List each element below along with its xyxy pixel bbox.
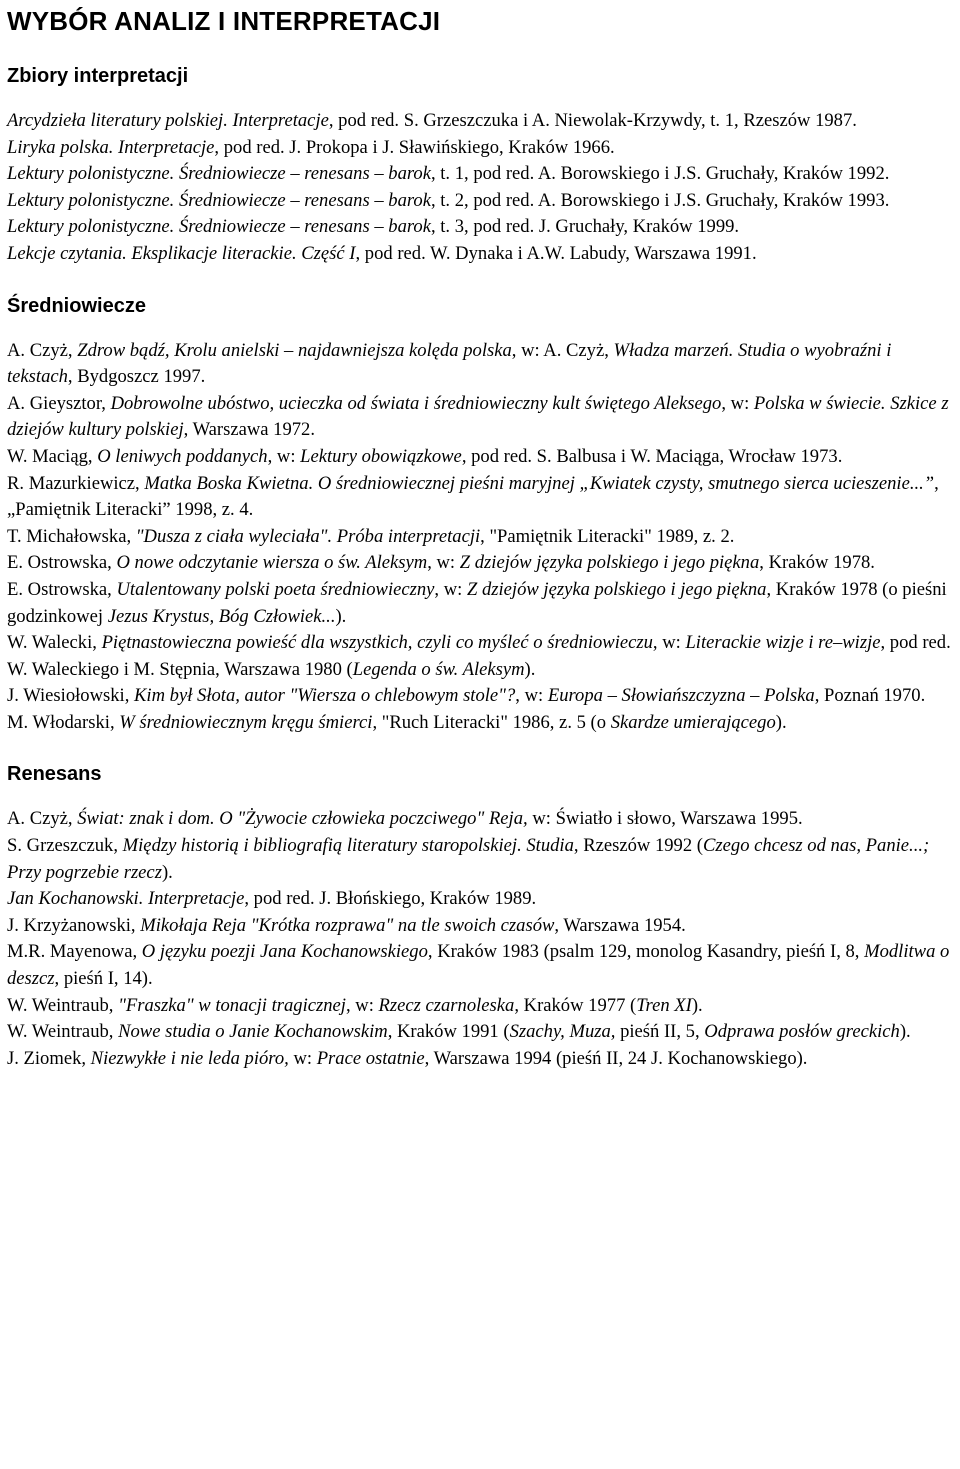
- entry-title-text: Lekcje czytania. Eksplikacje literackie. Część I: [7, 242, 356, 264]
- entry-text: , w:: [345, 994, 379, 1016]
- bibliography-entry: [7, 444, 952, 471]
- page-title: WYBÓR ANALIZ I INTERPRETACJI: [7, 6, 441, 36]
- entry-title-text: Utalentowany polski poeta średniowieczny: [116, 578, 435, 600]
- entry-title-text: Polska w świecie. Szkice z dziejów kultury polskiej: [7, 392, 949, 441]
- section-heading: Renesans: [7, 763, 102, 786]
- entry-title-text: W średniowiecznym kręgu śmierci: [119, 711, 373, 733]
- bibliography-entry: [7, 993, 952, 1020]
- entry-title-text: Niezwykłe i nie leda pióro,: [90, 1047, 289, 1069]
- sections-container: [7, 62, 952, 1072]
- entry-text: , t. 2, pod red. A. Borowskiego i J.S. Gruchały, Kraków 1993.: [430, 189, 890, 211]
- bibliography-entry: [7, 1019, 952, 1046]
- entry-text: , Rzeszów 1992 (: [573, 835, 703, 857]
- bibliography-entry: [7, 524, 952, 551]
- entry-text: J. Ziomek,: [7, 1047, 91, 1069]
- entry-text: , pod red. S. Balbusa i W. Maciąga, Wrocław 1973.: [461, 445, 843, 467]
- entry-text: J. Krzyżanowski,: [7, 914, 141, 936]
- entry-title-text: Z dziejów języka polskiego i jego piękna: [459, 552, 760, 574]
- entry-text: T. Michałowska,: [7, 525, 136, 547]
- entry-title-text: Skardze umierającego: [610, 711, 776, 733]
- entry-text: M. Włodarski,: [7, 711, 120, 733]
- entry-text: , "Ruch Literacki" 1986, z. 5 (o: [372, 711, 611, 733]
- bibliography-entry: [7, 1046, 952, 1073]
- entry-text: E. Ostrowska,: [7, 578, 117, 600]
- entry-text: , Kraków 1983 (psalm 129, monolog Kasandry, pieśń I, 8,: [427, 941, 865, 963]
- entry-text: A. Czyż,: [7, 339, 78, 361]
- entry-title-text: Jezus Krystus, Bóg Człowiek...: [107, 605, 336, 627]
- entry-text: , pod red. S. Grzeszczuka i A. Niewolak-Krzywdy, t. 1, Rzeszów 1987.: [328, 110, 857, 131]
- entry-text: , Kraków 1991 (: [387, 1021, 510, 1043]
- entry-title-text: Czego chcesz od nas, Panie...; Przy pogrzebie rzecz: [7, 835, 930, 883]
- section-heading: Zbiory interpretacji: [7, 65, 189, 87]
- entry-title-text: Władza marzeń. Studia o wyobraźni i tekstach: [7, 339, 892, 388]
- entry-title-text: Matka Boska Kwietna. O średniowiecznej pieśni maryjnej „Kwiatek czysty, smutnego sierca ucieszenie...”: [144, 472, 935, 494]
- bibliography-entry: [7, 135, 952, 162]
- entry-text: E. Ostrowska,: [7, 552, 117, 574]
- bibliography-entry: [7, 108, 952, 135]
- entry-text: A. Czyż,: [7, 808, 78, 830]
- entry-title-text: Lektury polonistyczne. Średniowiecze – renesans – barok: [7, 189, 431, 211]
- entry-text: , pod red. W. Dynaka i A.W. Labudy, Warszawa 1991.: [355, 242, 757, 264]
- bibliography-entry: [7, 338, 952, 391]
- entry-text: , Warszawa 1954.: [554, 914, 686, 936]
- entry-text: , w:: [652, 632, 686, 654]
- bibliography-entry: [7, 710, 952, 737]
- entry-title-text: Świat: znak i dom. O "Żywocie człowieka poczciwego" Reja,: [77, 808, 528, 830]
- entry-title-text: O leniwych poddanych: [97, 445, 268, 467]
- entry-text: ).: [524, 658, 536, 680]
- bibliography-entry: [7, 806, 952, 833]
- section: [7, 760, 952, 1072]
- bibliography-entry: [7, 886, 952, 913]
- entry-text: , Kraków 1977 (: [514, 994, 637, 1016]
- entry-text: , pod red. J. Prokopa i J. Sławińskiego, Kraków 1966.: [214, 136, 615, 158]
- entry-title-text: "Dusza z ciała wyleciała". Próba interpretacji: [135, 525, 481, 547]
- entry-text: , Bydgoszcz 1997.: [67, 366, 206, 388]
- entry-title-text: Między historią i bibliografią literatury staropolskiej. Studia: [122, 835, 574, 857]
- entry-text: , t. 1, pod red. A. Borowskiego i J.S. Gruchały, Kraków 1992.: [430, 163, 890, 185]
- bibliography-entry: [7, 214, 952, 241]
- entry-title-text: Z dziejów języka polskiego i jego piękna: [466, 578, 767, 600]
- entry-text: w: Światło i słowo, Warszawa 1995.: [527, 808, 803, 830]
- entry-text: , "Pamiętnik Literacki" 1989, z. 2.: [480, 525, 735, 547]
- entry-text: ).: [161, 861, 173, 883]
- entry-text: ).: [899, 1021, 911, 1043]
- bibliography-entry: [7, 391, 952, 444]
- entry-text: pieśń II, 5,: [615, 1021, 705, 1043]
- entry-text: , Kraków 1978.: [759, 552, 875, 574]
- entry-title-text: Europa – Słowiańszczyzna – Polska: [547, 685, 815, 707]
- entry-title-text: Literackie wizje i re–wizje: [685, 632, 881, 654]
- entry-title-text: Rzecz czarnoleska: [378, 994, 515, 1016]
- entry-text: ).: [775, 711, 787, 733]
- entry-text: J. Wiesiołowski,: [7, 685, 135, 707]
- entry-title-text: Piętnastowieczna powieść dla wszystkich, czyli co myśleć o średniowieczu: [101, 632, 653, 654]
- entry-text: , pieśń I, 14).: [54, 968, 153, 990]
- entry-title-text: Arcydzieła literatury polskiej. Interpretacje: [7, 110, 329, 131]
- entry-text: , pod red. J. Błońskiego, Kraków 1989.: [244, 888, 537, 910]
- entry-title-text: Dobrowolne ubóstwo, ucieczka od świata i średniowieczny kult świętego Aleksego: [110, 392, 722, 414]
- entry-title-text: Jan Kochanowski. Interpretacje: [7, 888, 245, 910]
- entry-text: , Warszawa 1994 (pieśń II, 24 J. Kochanowskiego).: [424, 1047, 808, 1069]
- entry-text: , w:: [267, 445, 301, 467]
- entry-text: W. Maciąg,: [7, 445, 98, 467]
- entry-text: W. Weintraub,: [7, 994, 119, 1016]
- entry-title-text: O języku poezji Jana Kochanowskiego: [141, 941, 428, 963]
- bibliography-entry: [7, 833, 952, 886]
- entry-title-text: Legenda o św. Aleksym: [352, 658, 525, 680]
- entry-text: ).: [335, 605, 347, 627]
- entry-title-text: O nowe odczytanie wiersza o św. Aleksym: [116, 552, 428, 574]
- entry-text: R. Mazurkiewicz,: [7, 472, 145, 494]
- entry-title-text: "Fraszka" w tonacji tragicznej: [118, 994, 346, 1016]
- entry-text: , pod red. W. Waleckiego i M. Stępnia, Warszawa 1980 (: [7, 632, 951, 680]
- entry-text: , w:: [427, 552, 460, 574]
- entry-title-text: Lektury polonistyczne. Średniowiecze – renesans – barok: [7, 216, 431, 238]
- entry-title-text: Szachy, Muza,: [509, 1021, 616, 1043]
- entry-text: , w:: [721, 392, 754, 414]
- entry-title-text: Odprawa posłów greckich: [704, 1021, 900, 1043]
- section-heading: Średniowiecze: [7, 294, 146, 317]
- entry-title-text: Prace ostatnie: [316, 1047, 425, 1069]
- entry-title-text: Lektury polonistyczne. Średniowiecze – renesans – barok: [7, 163, 431, 185]
- entry-text: W. Weintraub,: [7, 1021, 119, 1043]
- section: [7, 62, 952, 268]
- bibliography-entry: [7, 577, 952, 630]
- entry-text: W. Walecki,: [7, 632, 102, 654]
- entry-text: ).: [691, 994, 703, 1016]
- entry-title-text: Liryka polska. Interpretacje: [7, 136, 215, 158]
- entry-text: w:: [288, 1047, 317, 1069]
- entry-title-text: Modlitwa o deszcz: [7, 941, 950, 990]
- entry-text: A. Gieysztor,: [7, 392, 111, 414]
- entry-title-text: Mikołaja Reja "Krótka rozprawa" na tle swoich czasów: [140, 914, 555, 936]
- entry-text: M.R. Mayenowa,: [7, 941, 142, 963]
- bibliography-entry: [7, 939, 952, 992]
- bibliography-entry: [7, 241, 952, 268]
- entry-text: , w: A. Czyż,: [511, 339, 614, 361]
- entry-text: , w:: [515, 685, 548, 707]
- bibliography-entry: [7, 913, 952, 940]
- entry-text: , Kraków 1978 (o pieśni godzinkowej: [7, 578, 947, 627]
- entry-text: , Poznań 1970.: [814, 685, 926, 707]
- entry-title-text: Kim był Słota, autor "Wiersza o chlebowym stole"?: [134, 685, 516, 707]
- entry-title-text: Lektury obowiązkowe: [300, 445, 462, 467]
- bibliography-entry: [7, 550, 952, 577]
- section: [7, 292, 952, 737]
- entry-title-text: Zdrow bądź, Krolu anielski – najdawniejsza kolęda polska: [77, 339, 512, 361]
- entry-text: , Warszawa 1972.: [183, 419, 315, 441]
- bibliography-entry: [7, 630, 952, 683]
- bibliography-entry: [7, 683, 952, 710]
- entry-title-text: Tren XI: [636, 994, 692, 1016]
- entry-text: , w:: [434, 578, 467, 600]
- entry-title-text: Nowe studia o Janie Kochanowskim: [118, 1021, 388, 1043]
- bibliography-entry: [7, 471, 952, 524]
- entry-text: , „Pamiętnik Literacki” 1998, z. 4.: [7, 472, 939, 521]
- bibliography-entry: [7, 161, 952, 188]
- entry-text: S. Grzeszczuk,: [7, 835, 123, 857]
- bibliography-entry: [7, 188, 952, 215]
- entry-text: , t. 3, pod red. J. Gruchały, Kraków 1999.: [430, 216, 740, 238]
